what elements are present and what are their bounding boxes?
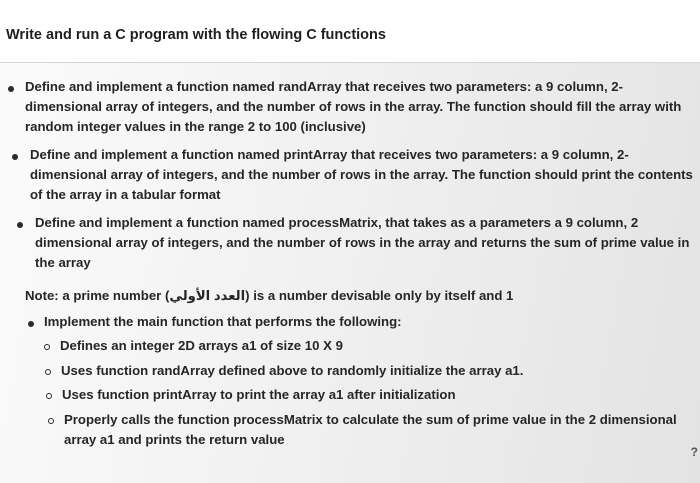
corner-mark: ? [690, 445, 698, 459]
text-line: Implement the main function that performs the following: [44, 314, 402, 329]
bullet-dot [8, 86, 14, 92]
header-bar [0, 0, 700, 63]
bullet-dot [17, 222, 23, 228]
text-line: dimensional array of integers, and the number of rows in the array and returns the sum of prime value in [35, 235, 690, 250]
hollow-bullet [45, 369, 51, 375]
sub-item [61, 361, 523, 381]
text-line: Defines an integer 2D arrays a1 of size 10 X 9 [60, 338, 343, 353]
list-item [30, 145, 693, 205]
sub-item [64, 410, 677, 450]
text-line: array a1 and prints the return value [64, 432, 285, 447]
list-item [35, 213, 689, 273]
text-line: Define and implement a function named randArray that receives two parameters: a 9 column, 2- [25, 79, 623, 94]
text-line: random integer values in the range 2 to 100 (inclusive) [25, 119, 366, 134]
bullet-dot [28, 321, 34, 327]
text-line: Uses function printArray to print the array a1 after initialization [62, 387, 456, 402]
note-text: Note: a prime number (العدد الأولي) is a number devisable only by itself and 1 [25, 288, 514, 303]
text-line: dimensional array of integers, and the number of rows in the array. The function should print the contents [30, 167, 693, 182]
sub-item [62, 385, 456, 405]
page-title: Write and run a C program with the flowing C functions [6, 27, 386, 43]
sub-item [60, 336, 343, 356]
text-line: Define and implement a function named printArray that receives two parameters: a 9 column, 2- [30, 147, 629, 162]
hollow-bullet [46, 393, 52, 399]
text-line: of the array in a tabular format [30, 187, 221, 202]
text-line: Define and implement a function named processMatrix, that takes as a parameters a 9 column, 2 [35, 215, 639, 230]
text-line: dimensional array of integers, and the number of rows in the array. The function should fill the array with [25, 99, 682, 114]
bullet-dot [12, 154, 18, 160]
text-line: the array [35, 255, 91, 270]
text-line: Uses function randArray defined above to randomly initialize the array a1. [61, 363, 524, 378]
hollow-bullet [44, 344, 50, 350]
list-item [25, 77, 681, 137]
hollow-bullet [48, 418, 54, 424]
text-line: Properly calls the function processMatrix to calculate the sum of prime value in the 2 dimensional [64, 412, 677, 427]
main-heading [44, 312, 402, 332]
